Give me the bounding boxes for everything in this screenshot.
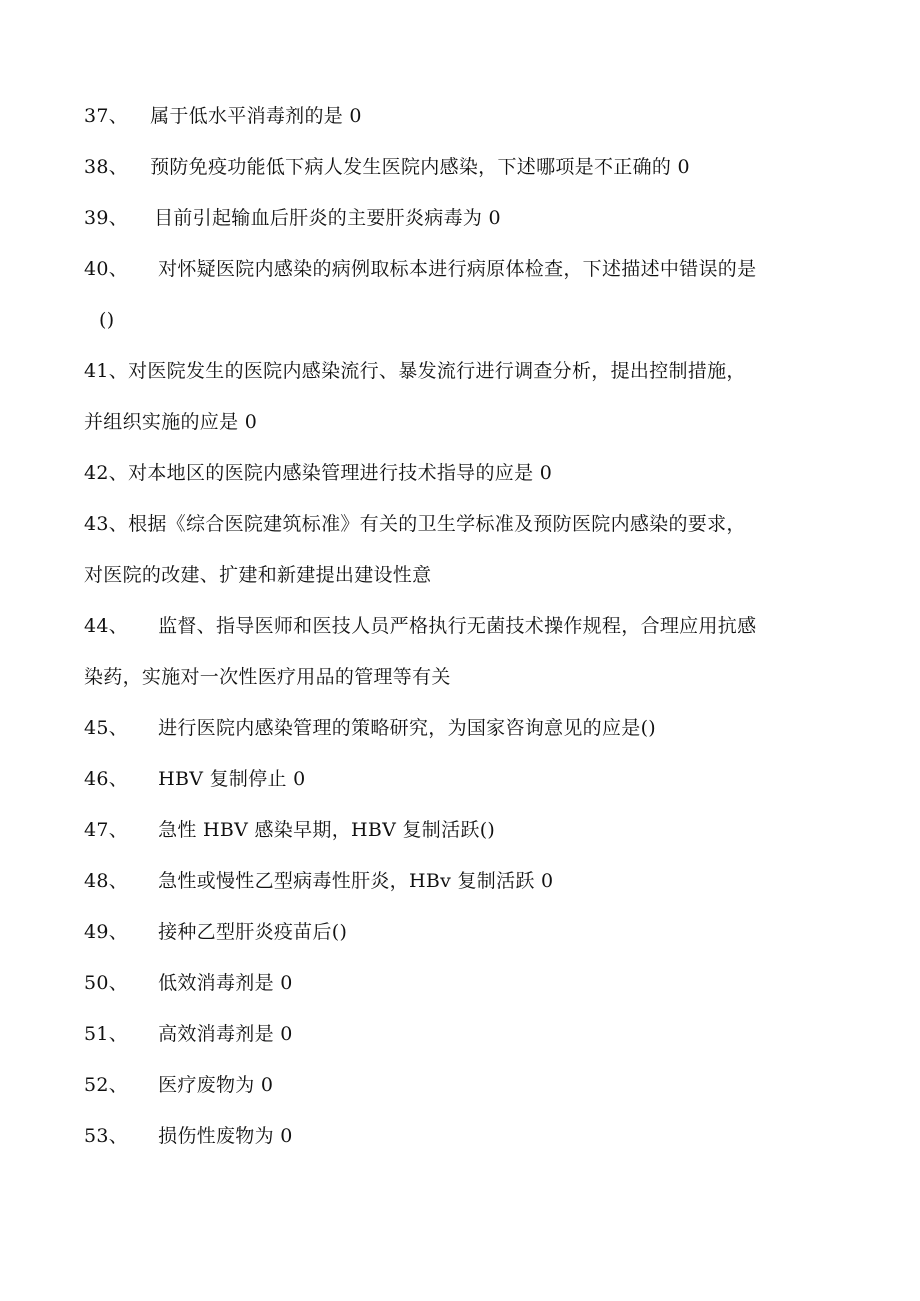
question-text: HBV 复制停止 0 [158,768,306,790]
question-number: 44、 [84,615,129,637]
question-number: 45、 [84,717,129,739]
question-38 [84,155,690,179]
question-53 [84,1124,293,1148]
question-44 [84,614,756,638]
question-text: 进行医院内感染管理的策略研究，为国家咨询意见的应是() [158,717,657,739]
question-text: 属于低水平消毒剂的是 0 [150,105,362,127]
question-43-continuation [84,563,431,587]
question-text: 对本地区的医院内感染管理进行技术指导的应是 0 [128,462,553,484]
question-49 [84,920,347,944]
question-text-continued: () [99,309,115,331]
question-text: 根据《综合医院建筑标准》有关的卫生学标准及预防医院内感染的要求， [128,513,746,535]
question-number: 42、 [84,462,129,484]
question-text: 对医院发生的医院内感染流行、暴发流行进行调查分析，提出控制措施， [128,360,746,382]
question-text-continued: 对医院的改建、扩建和新建提出建设性意 [84,564,432,586]
question-number: 39、 [84,207,129,229]
question-number: 52、 [84,1074,129,1096]
question-number: 48、 [84,870,129,892]
question-41-continuation [84,410,257,434]
question-48 [84,869,553,893]
question-42 [84,461,552,485]
question-text-continued: 染药，实施对一次性医疗用品的管理等有关 [84,666,451,688]
question-number: 43、 [84,513,129,535]
question-47 [84,818,495,842]
question-number: 41、 [84,360,129,382]
question-40 [84,257,756,281]
question-37 [84,104,362,128]
question-45 [84,716,656,740]
question-text: 损伤性废物为 0 [158,1125,293,1147]
question-50 [84,971,293,995]
question-number: 47、 [84,819,129,841]
question-text: 预防免疫功能低下病人发生医院内感染，下述哪项是不正确的 0 [150,156,690,178]
question-text-continued: 并组织实施的应是 0 [84,411,258,433]
question-number: 50、 [84,972,129,994]
question-text: 低效消毒剂是 0 [158,972,293,994]
question-43 [84,512,746,536]
question-number: 46、 [84,768,129,790]
question-40-continuation [99,308,114,332]
question-51 [84,1022,293,1046]
question-number: 49、 [84,921,129,943]
question-52 [84,1073,273,1097]
question-text: 目前引起输血后肝炎的主要肝炎病毒为 0 [154,207,501,229]
question-number: 37、 [84,105,129,127]
question-number: 51、 [84,1023,129,1045]
question-number: 40、 [84,258,129,280]
question-text: 急性或慢性乙型病毒性肝炎，HBv 复制活跃 0 [158,870,554,892]
question-text: 对怀疑医院内感染的病例取标本进行病原体检查，下述描述中错误的是 [158,258,757,280]
question-number: 53、 [84,1125,129,1147]
question-41 [84,359,746,383]
question-text: 高效消毒剂是 0 [158,1023,293,1045]
question-text: 接种乙型肝炎疫苗后() [158,921,348,943]
question-text: 急性 HBV 感染早期，HBV 复制活跃() [158,819,496,841]
question-number: 38、 [84,156,129,178]
question-44-continuation [84,665,451,689]
question-text: 监督、指导医师和医技人员严格执行无菌技术操作规程，合理应用抗感 [158,615,757,637]
question-39 [84,206,501,230]
question-46 [84,767,306,791]
question-text: 医疗废物为 0 [158,1074,274,1096]
